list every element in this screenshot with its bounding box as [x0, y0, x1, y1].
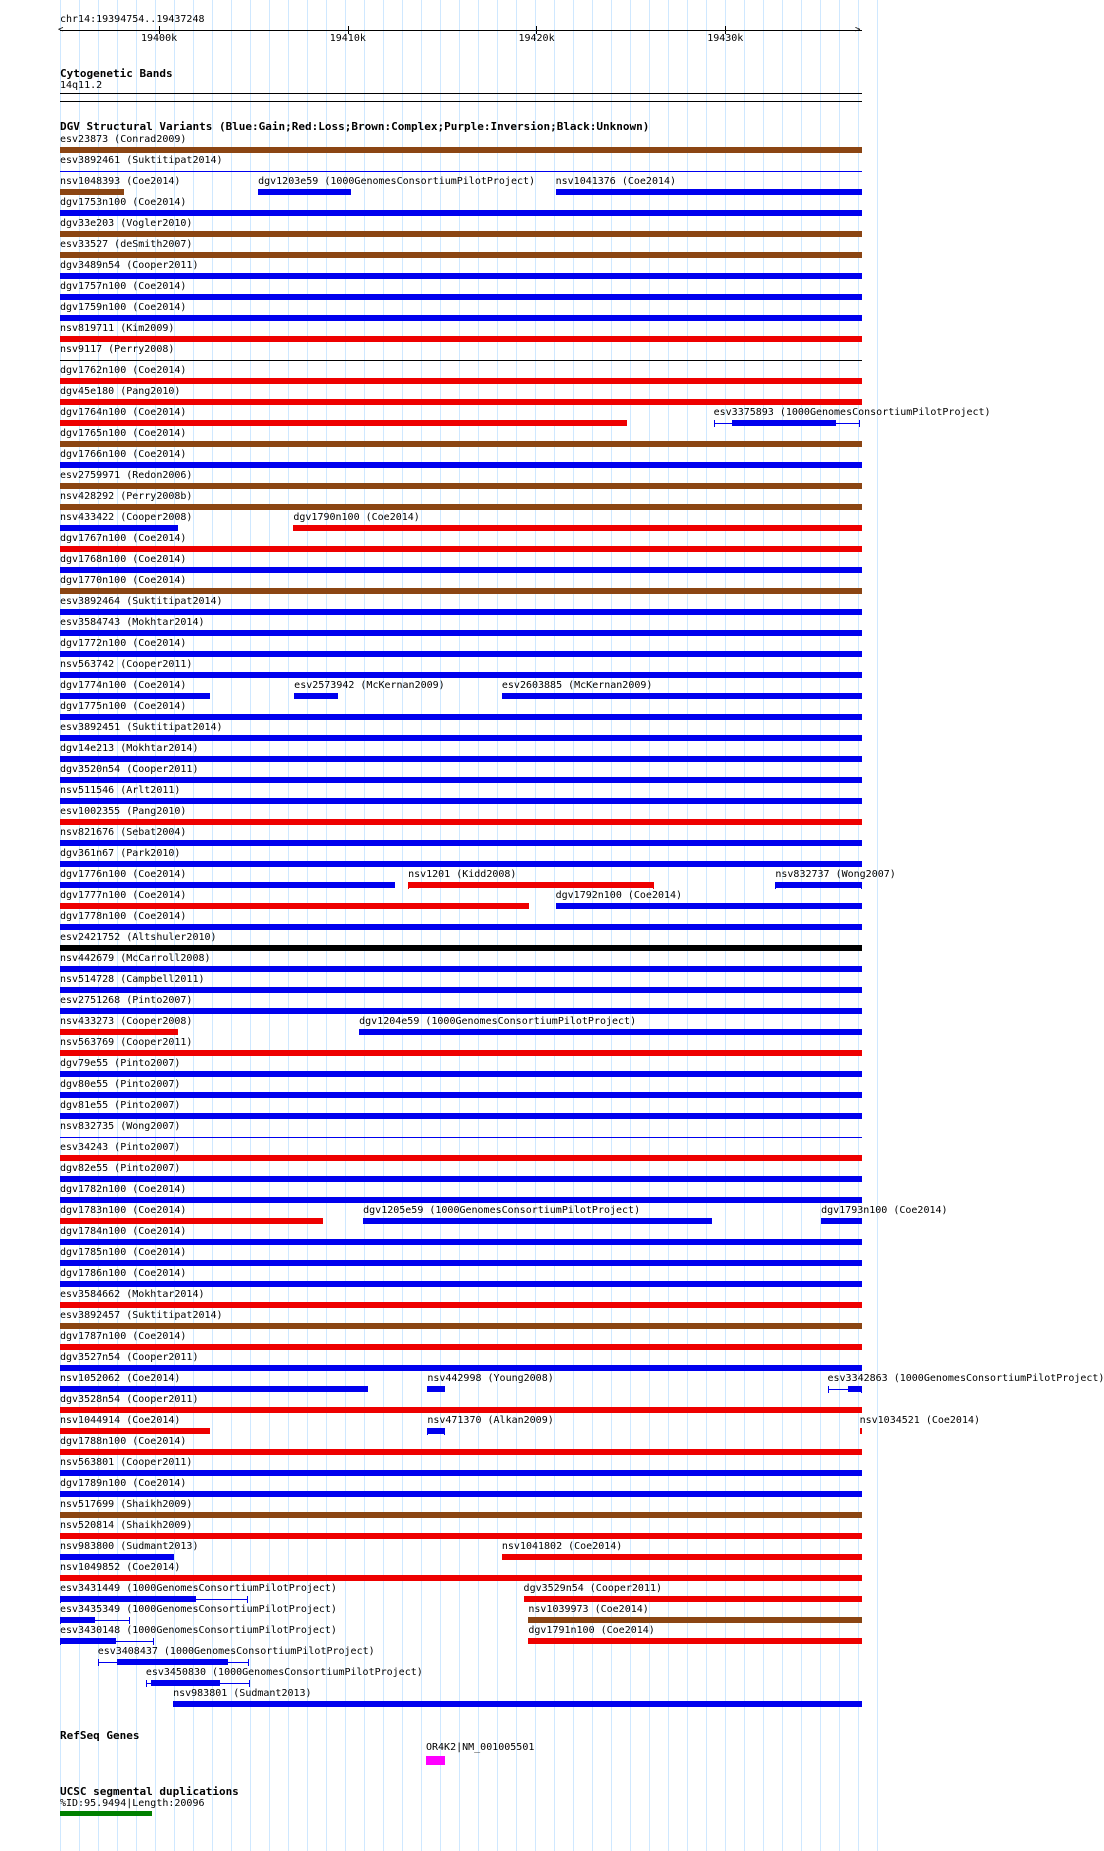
variant-label[interactable]: dgv3528n54 (Cooper2011) [60, 1394, 199, 1405]
variant-label[interactable]: nsv520814 (Shaikh2009) [60, 1520, 193, 1531]
variant-bar[interactable] [60, 483, 862, 489]
variant-bar[interactable] [60, 1050, 862, 1056]
variant-label[interactable]: dgv3527n54 (Cooper2011) [60, 1352, 199, 1363]
segdup-feature[interactable] [60, 1811, 152, 1816]
variant-bar[interactable] [524, 1596, 862, 1602]
variant-bar[interactable] [60, 1323, 862, 1329]
variant-label[interactable]: dgv1772n100 (Coe2014) [60, 638, 187, 649]
variant-bar[interactable] [60, 1008, 862, 1014]
variant-whisker-cap [828, 1386, 829, 1393]
ruler-tick-label: 19430k [707, 33, 744, 44]
variant-label[interactable]: esv34243 (Pinto2007) [60, 1142, 181, 1153]
ruler-arrow-left-icon: < [58, 25, 64, 35]
variant-bar[interactable] [60, 171, 862, 172]
variant-label[interactable]: nsv433422 (Cooper2008) [60, 512, 193, 523]
variant-bar[interactable] [60, 1575, 862, 1581]
segdup-track-title[interactable]: UCSC segmental duplications [60, 1785, 239, 1798]
variant-label[interactable]: nsv1048393 (Coe2014) [60, 176, 181, 187]
variant-label[interactable]: dgv3489n54 (Cooper2011) [60, 260, 199, 271]
variant-label[interactable]: dgv3520n54 (Cooper2011) [60, 764, 199, 775]
variant-bar[interactable] [732, 420, 836, 426]
variant-label[interactable]: esv3892451 (Suktitipat2014) [60, 722, 223, 733]
grid-line [877, 0, 878, 1851]
variant-whisker-cap [129, 1617, 130, 1624]
variant-label[interactable]: nsv832735 (Wong2007) [60, 1121, 181, 1132]
variant-bar[interactable] [60, 924, 862, 930]
variant-label[interactable]: dgv1786n100 (Coe2014) [60, 1268, 187, 1279]
variant-label[interactable]: esv3342863 (1000GenomesConsortiumPilotProject) [827, 1373, 1104, 1384]
variant-label[interactable]: nsv983800 (Sudmant2013) [60, 1541, 199, 1552]
variant-label[interactable]: dgv1787n100 (Coe2014) [60, 1331, 187, 1342]
variant-label[interactable]: esv3584662 (Mokhtar2014) [60, 1289, 205, 1300]
variant-bar[interactable] [60, 252, 862, 258]
variant-label[interactable]: esv3450830 (1000GenomesConsortiumPilotProject) [145, 1667, 423, 1678]
variant-bar[interactable] [60, 735, 862, 741]
variant-bar[interactable] [821, 1218, 862, 1224]
variant-label[interactable]: nsv1034521 (Coe2014) [859, 1415, 981, 1426]
variant-bar[interactable] [60, 987, 862, 993]
variant-bar[interactable] [60, 1470, 862, 1476]
variant-bar[interactable] [60, 399, 862, 405]
variant-label[interactable]: nsv514728 (Campbell2011) [60, 974, 205, 985]
variant-bar[interactable] [60, 567, 862, 573]
variant-bar[interactable] [60, 1281, 862, 1287]
variant-bar[interactable] [775, 882, 862, 888]
variant-label[interactable]: dgv33e203 (Vogler2010) [60, 218, 193, 229]
variant-label[interactable]: esv3892461 (Suktitipat2014) [60, 155, 223, 166]
variant-bar[interactable] [556, 189, 862, 195]
variant-label[interactable]: dgv80e55 (Pinto2007) [60, 1079, 181, 1090]
variant-bar[interactable] [60, 945, 862, 951]
variant-bar[interactable] [60, 1197, 862, 1203]
variant-bar[interactable] [60, 1239, 862, 1245]
variant-bar[interactable] [60, 231, 862, 237]
variant-label[interactable]: dgv1784n100 (Coe2014) [60, 1226, 187, 1237]
variant-label[interactable]: dgv1767n100 (Coe2014) [60, 533, 187, 544]
variant-bar[interactable] [173, 1701, 862, 1707]
variant-bar[interactable] [60, 672, 862, 678]
variant-bar[interactable] [60, 1029, 178, 1035]
variant-label[interactable]: esv2421752 (Altshuler2010) [60, 932, 217, 943]
variant-label[interactable]: dgv45e180 (Pang2010) [60, 386, 181, 397]
variant-label[interactable]: esv3435349 (1000GenomesConsortiumPilotProject) [60, 1604, 337, 1615]
variant-label[interactable]: dgv1757n100 (Coe2014) [60, 281, 187, 292]
variant-label[interactable]: dgv1759n100 (Coe2014) [60, 302, 187, 313]
variant-bar[interactable] [60, 1491, 862, 1497]
variant-bar[interactable] [117, 1659, 228, 1665]
variant-label[interactable]: esv3408437 (1000GenomesConsortiumPilotProject) [97, 1646, 375, 1657]
variant-label[interactable]: dgv1782n100 (Coe2014) [60, 1184, 187, 1195]
variant-bar[interactable] [60, 1071, 862, 1077]
variant-label[interactable]: nsv819711 (Kim2009) [60, 323, 175, 334]
variant-label[interactable]: dgv81e55 (Pinto2007) [60, 1100, 181, 1111]
variant-bar[interactable] [60, 420, 627, 426]
variant-bar[interactable] [60, 1428, 210, 1434]
variant-label[interactable]: nsv1049852 (Coe2014) [60, 1562, 181, 1573]
variant-bar[interactable] [60, 1512, 862, 1518]
variant-label[interactable]: dgv1770n100 (Coe2014) [60, 575, 187, 586]
variant-label[interactable]: dgv82e55 (Pinto2007) [60, 1163, 181, 1174]
variant-bar[interactable] [60, 360, 862, 361]
variant-bar[interactable] [60, 861, 862, 867]
variant-bar[interactable] [60, 651, 862, 657]
variant-label[interactable]: dgv1774n100 (Coe2014) [60, 680, 187, 691]
variant-bar[interactable] [60, 189, 124, 195]
variant-bar[interactable] [151, 1680, 221, 1686]
variant-bar[interactable] [60, 1365, 862, 1371]
variant-bar[interactable] [60, 1533, 862, 1539]
variant-label[interactable]: dgv14e213 (Mokhtar2014) [60, 743, 199, 754]
variant-label[interactable]: esv2751268 (Pinto2007) [60, 995, 193, 1006]
variant-label[interactable]: nsv1041802 (Coe2014) [501, 1541, 623, 1552]
variant-whisker-cap [249, 1680, 250, 1687]
variant-label[interactable]: dgv1789n100 (Coe2014) [60, 1478, 187, 1489]
variant-bar[interactable] [427, 1386, 445, 1392]
variant-label[interactable]: nsv9117 (Perry2008) [60, 344, 175, 355]
variant-bar[interactable] [363, 1218, 712, 1224]
variant-bar[interactable] [60, 294, 862, 300]
variant-label[interactable]: dgv1768n100 (Coe2014) [60, 554, 187, 565]
variant-label[interactable]: nsv1052062 (Coe2014) [60, 1373, 181, 1384]
variant-bar[interactable] [60, 462, 862, 468]
variant-label[interactable]: nsv511546 (Arlt2011) [60, 785, 181, 796]
variant-bar[interactable] [60, 336, 862, 342]
variant-label[interactable]: nsv983801 (Sudmant2013) [173, 1688, 312, 1699]
variant-bar[interactable] [359, 1029, 862, 1035]
variant-label[interactable]: dgv1783n100 (Coe2014) [60, 1205, 187, 1216]
variant-label[interactable]: nsv428292 (Perry2008b) [60, 491, 193, 502]
variant-label[interactable]: dgv1792n100 (Coe2014) [555, 890, 683, 901]
variant-whisker-cap [146, 1680, 147, 1687]
variant-label[interactable]: dgv1776n100 (Coe2014) [60, 869, 187, 880]
variant-label[interactable]: nsv563801 (Cooper2011) [60, 1457, 193, 1468]
variant-label[interactable]: dgv1791n100 (Coe2014) [528, 1625, 655, 1636]
variant-label[interactable]: dgv1762n100 (Coe2014) [60, 365, 187, 376]
variant-label[interactable]: dgv1765n100 (Coe2014) [60, 428, 187, 439]
variant-label[interactable]: esv3375893 (1000GenomesConsortiumPilotProject) [713, 407, 991, 418]
variant-bar[interactable] [502, 693, 862, 699]
variant-label[interactable]: esv23873 (Conrad2009) [60, 134, 187, 145]
variant-bar[interactable] [60, 609, 862, 615]
ruler-tick-label: 19410k [329, 33, 366, 44]
variant-bar[interactable] [60, 147, 862, 153]
variant-label[interactable]: esv2603885 (McKernan2009) [501, 680, 653, 691]
variant-label[interactable]: dgv1788n100 (Coe2014) [60, 1436, 187, 1447]
variant-bar[interactable] [427, 1428, 445, 1434]
variant-label[interactable]: dgv1205e59 (1000GenomesConsortiumPilotProject) [363, 1205, 641, 1216]
gene-label[interactable]: OR4K2|NM_001005501 [426, 1742, 535, 1753]
variant-bar[interactable] [60, 693, 210, 699]
variant-bar[interactable] [60, 1218, 323, 1224]
variant-label[interactable]: nsv821676 (Sebat2004) [60, 827, 187, 838]
cytoband-track-title[interactable]: Cytogenetic Bands [60, 67, 173, 80]
variant-bar[interactable] [860, 1428, 862, 1434]
variant-bar[interactable] [60, 546, 862, 552]
variant-label[interactable]: esv33527 (deSmith2007) [60, 239, 193, 250]
variant-bar[interactable] [60, 1155, 862, 1161]
variant-bar[interactable] [60, 756, 862, 762]
variant-label[interactable]: dgv1764n100 (Coe2014) [60, 407, 187, 418]
variant-label[interactable]: nsv433273 (Cooper2008) [60, 1016, 193, 1027]
variant-bar[interactable] [60, 210, 862, 216]
variant-bar[interactable] [528, 1617, 862, 1623]
variant-bar[interactable] [408, 882, 654, 888]
variant-bar[interactable] [60, 1176, 862, 1182]
variant-label[interactable]: dgv3529n54 (Cooper2011) [523, 1583, 663, 1594]
variant-label[interactable]: dgv1775n100 (Coe2014) [60, 701, 187, 712]
variant-bar[interactable] [60, 1407, 862, 1413]
variant-bar[interactable] [60, 819, 862, 825]
variant-bar[interactable] [60, 1302, 862, 1308]
variant-label[interactable]: nsv442679 (McCarroll2008) [60, 953, 211, 964]
refseq-track-title[interactable]: RefSeq Genes [60, 1729, 140, 1742]
variant-label[interactable]: dgv361n67 (Park2010) [60, 848, 181, 859]
variant-label[interactable]: esv3430148 (1000GenomesConsortiumPilotProject) [60, 1625, 337, 1636]
variant-bar[interactable] [60, 1449, 862, 1455]
variant-bar[interactable] [60, 378, 862, 384]
variant-bar[interactable] [60, 1617, 95, 1623]
ruler-tick-label: 19420k [518, 33, 555, 44]
variant-bar[interactable] [60, 1386, 368, 1392]
variant-bar[interactable] [60, 315, 862, 321]
variant-bar[interactable] [60, 903, 529, 909]
variant-bar[interactable] [60, 504, 862, 510]
cytoband-label[interactable]: 14q11.2 [60, 80, 103, 91]
variant-label[interactable]: dgv1204e59 (1000GenomesConsortiumPilotProject) [359, 1016, 637, 1027]
variant-label[interactable]: nsv471370 (Alkan2009) [427, 1415, 554, 1426]
ruler-position: chr14:19394754..19437248 [60, 14, 205, 25]
variant-bar[interactable] [502, 1554, 862, 1560]
variant-label[interactable]: nsv1041376 (Coe2014) [555, 176, 677, 187]
variant-bar[interactable] [848, 1386, 862, 1392]
ruler-axis [60, 30, 862, 31]
variant-label[interactable]: nsv563769 (Cooper2011) [60, 1037, 193, 1048]
variant-bar[interactable] [60, 1554, 174, 1560]
variant-label[interactable]: esv3892457 (Suktitipat2014) [60, 1310, 223, 1321]
variant-label[interactable]: dgv1766n100 (Coe2014) [60, 449, 187, 460]
variant-label[interactable]: dgv1785n100 (Coe2014) [60, 1247, 187, 1258]
variant-whisker-cap [714, 420, 715, 427]
variant-label[interactable]: dgv1203e59 (1000GenomesConsortiumPilotProject) [258, 176, 536, 187]
variant-label[interactable]: dgv1753n100 (Coe2014) [60, 197, 187, 208]
variant-label[interactable]: nsv1044914 (Coe2014) [60, 1415, 181, 1426]
variant-bar[interactable] [60, 1137, 862, 1138]
variant-whisker-cap [153, 1638, 154, 1645]
gene-feature[interactable] [426, 1756, 445, 1765]
variant-label[interactable]: nsv442998 (Young2008) [427, 1373, 554, 1384]
track-divider [60, 101, 862, 102]
variant-whisker-cap [98, 1659, 99, 1666]
variant-label[interactable]: esv3431449 (1000GenomesConsortiumPilotProject) [60, 1583, 337, 1594]
variant-label[interactable]: nsv1201 (Kidd2008) [408, 869, 517, 880]
variant-bar[interactable] [60, 441, 862, 447]
variant-label[interactable]: nsv563742 (Cooper2011) [60, 659, 193, 670]
variant-bar[interactable] [60, 777, 862, 783]
variant-whisker-cap [859, 420, 860, 427]
variant-bar[interactable] [60, 1092, 862, 1098]
variant-bar[interactable] [528, 1638, 862, 1644]
cytoband-line [60, 93, 862, 94]
variant-label[interactable]: esv3892464 (Suktitipat2014) [60, 596, 223, 607]
variant-bar[interactable] [60, 1596, 196, 1602]
variant-bar[interactable] [60, 1260, 862, 1266]
variant-bar[interactable] [556, 903, 862, 909]
variant-label[interactable]: dgv1777n100 (Coe2014) [60, 890, 187, 901]
variant-label[interactable]: esv2759971 (Redon2006) [60, 470, 193, 481]
variant-bar[interactable] [293, 525, 862, 531]
segdup-label[interactable]: %ID:95.9494|Length:20096 [60, 1798, 205, 1809]
dgv-track-title[interactable]: DGV Structural Variants (Blue:Gain;Red:Loss;Brown:Complex;Purple:Inversion;Black:Unknown) [60, 120, 650, 133]
variant-bar[interactable] [60, 588, 862, 594]
variant-label[interactable]: dgv1793n100 (Coe2014) [821, 1205, 948, 1216]
variant-label[interactable]: esv2573942 (McKernan2009) [294, 680, 445, 691]
variant-label[interactable]: dgv1790n100 (Coe2014) [293, 512, 420, 523]
variant-bar[interactable] [60, 840, 862, 846]
variant-bar[interactable] [60, 1113, 862, 1119]
variant-label[interactable]: nsv832737 (Wong2007) [775, 869, 896, 880]
ruler-tick-label: 19400k [141, 33, 178, 44]
variant-bar[interactable] [258, 189, 351, 195]
variant-whisker-cap [247, 1596, 248, 1603]
variant-bar[interactable] [60, 882, 395, 888]
variant-whisker-cap [248, 1659, 249, 1666]
variant-bar[interactable] [60, 273, 862, 279]
variant-bar[interactable] [60, 1638, 116, 1644]
variant-bar[interactable] [60, 630, 862, 636]
variant-bar[interactable] [60, 966, 862, 972]
ruler-arrow-right-icon: > [855, 25, 861, 35]
variant-bar[interactable] [294, 693, 338, 699]
variant-label[interactable]: nsv1039973 (Coe2014) [528, 1604, 649, 1615]
variant-bar[interactable] [60, 714, 862, 720]
variant-bar[interactable] [60, 1344, 862, 1350]
variant-label[interactable]: dgv79e55 (Pinto2007) [60, 1058, 181, 1069]
variant-label[interactable]: esv1002355 (Pang2010) [60, 806, 187, 817]
variant-label[interactable]: esv3584743 (Mokhtar2014) [60, 617, 205, 628]
variant-bar[interactable] [60, 525, 178, 531]
variant-bar[interactable] [60, 798, 862, 804]
variant-label[interactable]: dgv1778n100 (Coe2014) [60, 911, 187, 922]
variant-label[interactable]: nsv517699 (Shaikh2009) [60, 1499, 193, 1510]
